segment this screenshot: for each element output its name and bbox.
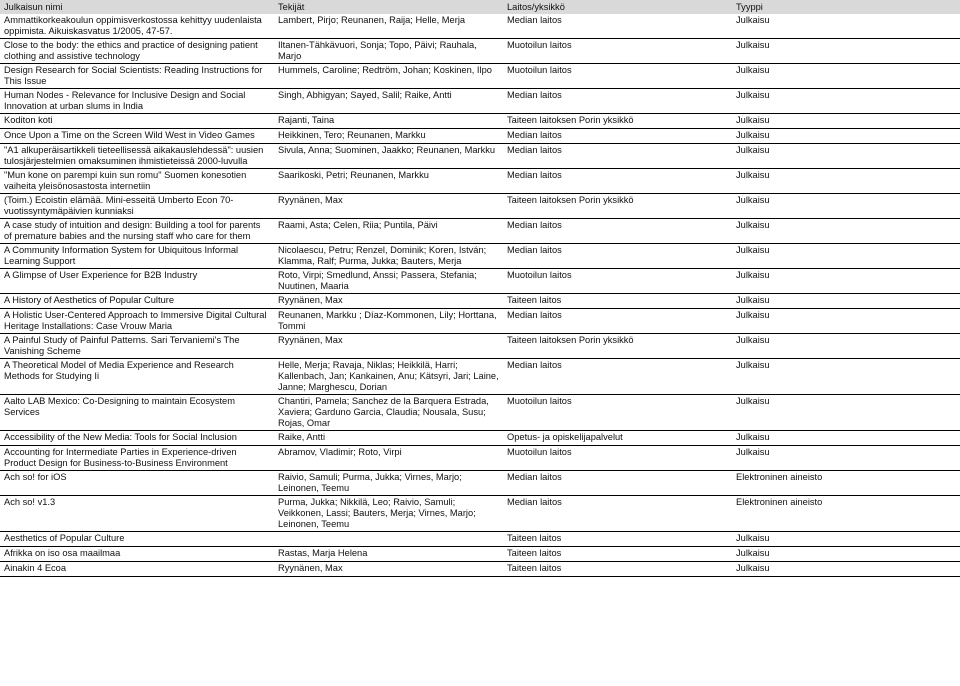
- table-row: [0, 89, 960, 114]
- table-header: [0, 0, 960, 14]
- table-row: [0, 547, 960, 562]
- publication-title: A Painful Study of Painful Patterns. Sari Tervaniemi's The Vanishing Scheme: [0, 334, 274, 359]
- publication-authors: Chantiri, Pamela; Sanchez de la Barquera Estrada, Xaviera; Garduno Garcia, Claudia; Nousala, Susu; Rojas, Omar: [274, 395, 503, 431]
- publication-authors: Raivio, Samuli; Purma, Jukka; Virnes, Marjo; Leinonen, Teemu: [274, 471, 503, 496]
- table-row: [0, 39, 960, 64]
- table-row: [0, 562, 960, 577]
- publication-title: A case study of intuition and design: Building a tool for parents of premature babies and the nursing staff who care for them: [0, 219, 274, 244]
- publication-type: Julkaisu: [732, 532, 960, 547]
- publication-type: Julkaisu: [732, 64, 960, 89]
- header-authors: Tekijät: [274, 0, 503, 14]
- publication-title: Accessibility of the New Media: Tools for Social Inclusion: [0, 431, 274, 446]
- publication-authors: Helle, Merja; Ravaja, Niklas; Heikkilä, Harri; Kallenbach, Jan; Kankainen, Anu; Kätsyri, Jari; Laine, Janne; Marghescu, Dorian: [274, 359, 503, 395]
- publication-type: Julkaisu: [732, 169, 960, 194]
- publication-authors: Sivula, Anna; Suominen, Jaakko; Reunanen, Markku: [274, 144, 503, 169]
- publication-type: Julkaisu: [732, 114, 960, 129]
- table-row: [0, 532, 960, 547]
- publication-unit: Opetus- ja opiskelijapalvelut: [503, 431, 732, 446]
- publication-title: A History of Aesthetics of Popular Culture: [0, 294, 274, 309]
- publication-authors: Ryynänen, Max: [274, 194, 503, 219]
- publication-title: Aesthetics of Popular Culture: [0, 532, 274, 547]
- publication-type: Julkaisu: [732, 359, 960, 395]
- publication-authors: Reunanen, Markku ; Díaz-Kommonen, Lily; Horttana, Tommi: [274, 309, 503, 334]
- publication-authors: Nicolaescu, Petru; Renzel, Dominik; Koren, István; Klamma, Ralf; Purma, Jukka; Bauters, Merja: [274, 244, 503, 269]
- publication-title: Afrikka on iso osa maailmaa: [0, 547, 274, 562]
- table-row: [0, 14, 960, 39]
- header-type: Tyyppi: [732, 0, 960, 14]
- publication-unit: Muotoilun laitos: [503, 64, 732, 89]
- publication-unit: Median laitos: [503, 496, 732, 532]
- publication-type: Julkaisu: [732, 129, 960, 144]
- header-row: [0, 0, 960, 14]
- publication-title: Ach so! for iOS: [0, 471, 274, 496]
- table-row: [0, 359, 960, 395]
- publication-unit: Taiteen laitoksen Porin yksikkö: [503, 194, 732, 219]
- publication-title: Close to the body: the ethics and practice of designing patient clothing and assistive technology: [0, 39, 274, 64]
- publication-type: Julkaisu: [732, 446, 960, 471]
- publication-authors: Hummels, Caroline; Redtröm, Johan; Koskinen, Ilpo: [274, 64, 503, 89]
- publication-type: Julkaisu: [732, 395, 960, 431]
- publication-unit: Median laitos: [503, 14, 732, 39]
- publication-unit: Median laitos: [503, 129, 732, 144]
- publication-unit: Median laitos: [503, 244, 732, 269]
- table-row: [0, 169, 960, 194]
- publication-title: A Community Information System for Ubiquitous Informal Learning Support: [0, 244, 274, 269]
- table-row: [0, 129, 960, 144]
- table-row: [0, 194, 960, 219]
- publication-authors: Raike, Antti: [274, 431, 503, 446]
- publication-unit: Muotoilun laitos: [503, 395, 732, 431]
- table-row: [0, 334, 960, 359]
- publication-authors: Abramov, Vladimir; Roto, Virpi: [274, 446, 503, 471]
- publication-title: Ammattikorkeakoulun oppimisverkostossa kehittyy uudenlaista oppimista. Aikuiskasvatus 1/2005, 47-57.: [0, 14, 274, 39]
- publication-unit: Median laitos: [503, 309, 732, 334]
- publication-unit: Median laitos: [503, 359, 732, 395]
- table-row: [0, 496, 960, 532]
- publication-authors: Purma, Jukka; Nikkilä, Leo; Raivio, Samuli; Veikkonen, Lassi; Bauters, Merja; Virnes, Marjo; Leinonen, Teemu: [274, 496, 503, 532]
- publication-title: Koditon koti: [0, 114, 274, 129]
- table-row: [0, 471, 960, 496]
- publication-type: Julkaisu: [732, 89, 960, 114]
- publication-title: "Mun kone on parempi kuin sun romu" Suomen konesotien vaiheita yleisönosastosta internetiin: [0, 169, 274, 194]
- header-title: Julkaisun nimi: [0, 0, 274, 14]
- publication-type: Elektroninen aineisto: [732, 471, 960, 496]
- publication-type: Julkaisu: [732, 547, 960, 562]
- table-body: [0, 14, 960, 577]
- publication-title: A Holistic User-Centered Approach to Immersive Digital Cultural Heritage Installations: Case Vrouw Maria: [0, 309, 274, 334]
- publication-title: Accounting for Intermediate Parties in Experience-driven Product Design for Business-to-Business Environment: [0, 446, 274, 471]
- publication-unit: Median laitos: [503, 169, 732, 194]
- table-row: [0, 244, 960, 269]
- table-row: [0, 395, 960, 431]
- publication-unit: Taiteen laitos: [503, 562, 732, 577]
- publication-title: Ainakin 4 Ecoa: [0, 562, 274, 577]
- publication-title: Ach so! v1.3: [0, 496, 274, 532]
- publication-type: Julkaisu: [732, 39, 960, 64]
- publication-title: Aalto LAB Mexico: Co-Designing to maintain Ecosystem Services: [0, 395, 274, 431]
- table-row: [0, 114, 960, 129]
- publication-type: Julkaisu: [732, 334, 960, 359]
- publication-authors: Ryynänen, Max: [274, 334, 503, 359]
- publication-type: Julkaisu: [732, 269, 960, 294]
- table-row: [0, 294, 960, 309]
- publication-unit: Taiteen laitos: [503, 532, 732, 547]
- publication-title: A Theoretical Model of Media Experience and Research Methods for Studying Ii: [0, 359, 274, 395]
- publication-authors: [274, 532, 503, 547]
- publication-type: Julkaisu: [732, 294, 960, 309]
- publication-title: Human Nodes - Relevance for Inclusive Design and Social Innovation at urban slums in India: [0, 89, 274, 114]
- publication-type: Julkaisu: [732, 244, 960, 269]
- publication-unit: Muotoilun laitos: [503, 446, 732, 471]
- publication-authors: Rastas, Marja Helena: [274, 547, 503, 562]
- table-row: [0, 144, 960, 169]
- publication-unit: Median laitos: [503, 144, 732, 169]
- table-row: [0, 446, 960, 471]
- publication-title: Once Upon a Time on the Screen Wild West in Video Games: [0, 129, 274, 144]
- publication-type: Julkaisu: [732, 194, 960, 219]
- publication-type: Elektroninen aineisto: [732, 496, 960, 532]
- header-unit: Laitos/yksikkö: [503, 0, 732, 14]
- publication-type: Julkaisu: [732, 431, 960, 446]
- table-row: [0, 309, 960, 334]
- publication-title: A Glimpse of User Experience for B2B Industry: [0, 269, 274, 294]
- publication-authors: Roto, Virpi; Smedlund, Anssi; Passera, Stefania; Nuutinen, Maaria: [274, 269, 503, 294]
- publication-type: Julkaisu: [732, 144, 960, 169]
- table-row: [0, 431, 960, 446]
- publication-unit: Taiteen laitoksen Porin yksikkö: [503, 114, 732, 129]
- publication-type: Julkaisu: [732, 309, 960, 334]
- publication-unit: Taiteen laitos: [503, 294, 732, 309]
- publication-unit: Muotoilun laitos: [503, 39, 732, 64]
- publication-unit: Taiteen laitoksen Porin yksikkö: [503, 334, 732, 359]
- table-row: [0, 64, 960, 89]
- publication-unit: Taiteen laitos: [503, 547, 732, 562]
- publication-unit: Median laitos: [503, 471, 732, 496]
- table-row: [0, 269, 960, 294]
- publication-unit: Muotoilun laitos: [503, 269, 732, 294]
- publication-type: Julkaisu: [732, 14, 960, 39]
- publication-type: Julkaisu: [732, 562, 960, 577]
- publication-type: Julkaisu: [732, 219, 960, 244]
- publication-authors: Ryynänen, Max: [274, 562, 503, 577]
- publication-title: (Toim.) Ecoistin elämää. Mini-esseitä Umberto Econ 70-vuotissyntymäpäivien kunniaksi: [0, 194, 274, 219]
- publication-unit: Median laitos: [503, 219, 732, 244]
- publication-authors: Iltanen-Tähkävuori, Sonja; Topo, Päivi; Rauhala, Marjo: [274, 39, 503, 64]
- publication-authors: Saarikoski, Petri; Reunanen, Markku: [274, 169, 503, 194]
- publication-title: "A1 alkuperäisartikkeli tieteellisessä aikakauslehdessä": uusien tulosjärjestelmien omaksuminen ihmistieteissä 2000-luvulla: [0, 144, 274, 169]
- publication-authors: Raami, Asta; Celen, Riia; Puntila, Päivi: [274, 219, 503, 244]
- table-row: [0, 219, 960, 244]
- publication-authors: Rajanti, Taina: [274, 114, 503, 129]
- publication-authors: Ryynänen, Max: [274, 294, 503, 309]
- publication-authors: Singh, Abhigyan; Sayed, Salil; Raike, Antti: [274, 89, 503, 114]
- publication-unit: Median laitos: [503, 89, 732, 114]
- publication-authors: Lambert, Pirjo; Reunanen, Raija; Helle, Merja: [274, 14, 503, 39]
- publication-authors: Heikkinen, Tero; Reunanen, Markku: [274, 129, 503, 144]
- publication-title: Design Research for Social Scientists: Reading Instructions for This Issue: [0, 64, 274, 89]
